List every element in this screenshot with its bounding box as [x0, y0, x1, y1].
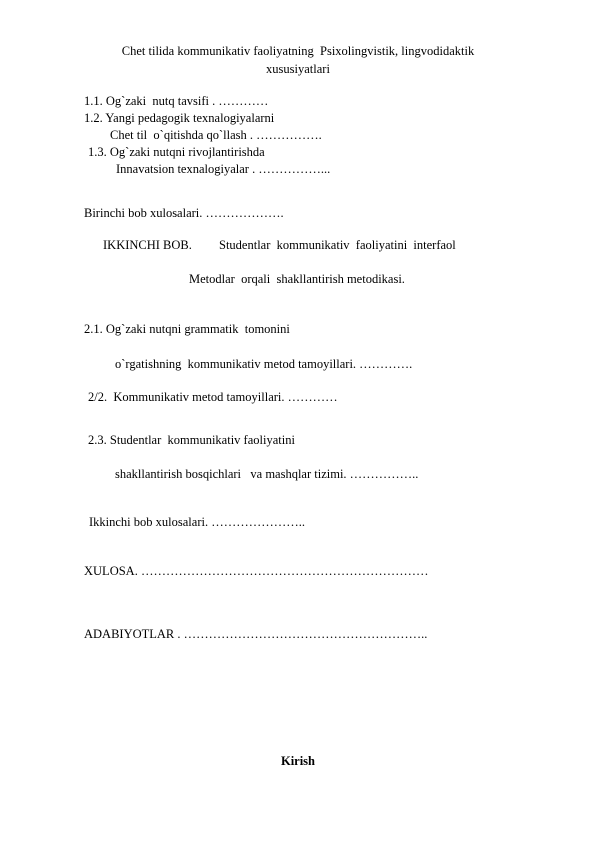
- toc-item-2-3-continued: shakllantirish bosqichlari va mashqlar tizimi. ……………..: [115, 467, 419, 481]
- toc-chapter-2-title-line-2: Metodlar orqali shakllantirish metodikasi.: [189, 272, 405, 286]
- toc-item-2-3: 2.3. Studentlar kommunikativ faoliyatini: [88, 433, 295, 447]
- toc-item-1-3-continued: Innavatsion texnalogiyalar . ……………...: [116, 162, 331, 176]
- toc-chapter-2-title-line-1: Studentlar kommunikativ faoliyatini interfaol: [219, 238, 456, 252]
- toc-references: ADABIYOTLAR . …………………………………………………..: [84, 627, 428, 641]
- toc-item-2-1: 2.1. Og`zaki nutqni grammatik tomonini: [84, 322, 290, 336]
- document-title-line-1: Chet tilida kommunikativ faoliyatning Psixolingvistik, lingvodidaktik: [121, 44, 475, 58]
- toc-chapter-2-conclusions: Ikkinchi bob xulosalari. …………………..: [89, 515, 305, 529]
- toc-conclusion: XULOSA. ……………………………………………………………: [84, 564, 429, 578]
- introduction-heading: Kirish: [280, 754, 316, 768]
- toc-chapter-2-label: IKKINCHI BOB.: [103, 238, 192, 252]
- document-title-line-2: xususiyatlari: [266, 62, 330, 76]
- toc-item-1-3: 1.3. Og`zaki nutqni rivojlantirishda: [88, 145, 265, 159]
- toc-item-2-1-continued: o`rgatishning kommunikativ metod tamoyillari. ………….: [115, 357, 413, 371]
- toc-item-1-1: 1.1. Og`zaki nutq tavsifi . …………: [84, 94, 269, 108]
- toc-chapter-1-conclusions: Birinchi bob xulosalari. ……………….: [84, 206, 284, 220]
- toc-item-2-2: 2/2. Kommunikativ metod tamoyillari. …………: [88, 390, 338, 404]
- toc-item-1-2-continued: Chet til o`qitishda qo`llash . …………….: [110, 128, 322, 142]
- toc-item-1-2: 1.2. Yangi pedagogik texnalogiyalarni: [84, 111, 275, 125]
